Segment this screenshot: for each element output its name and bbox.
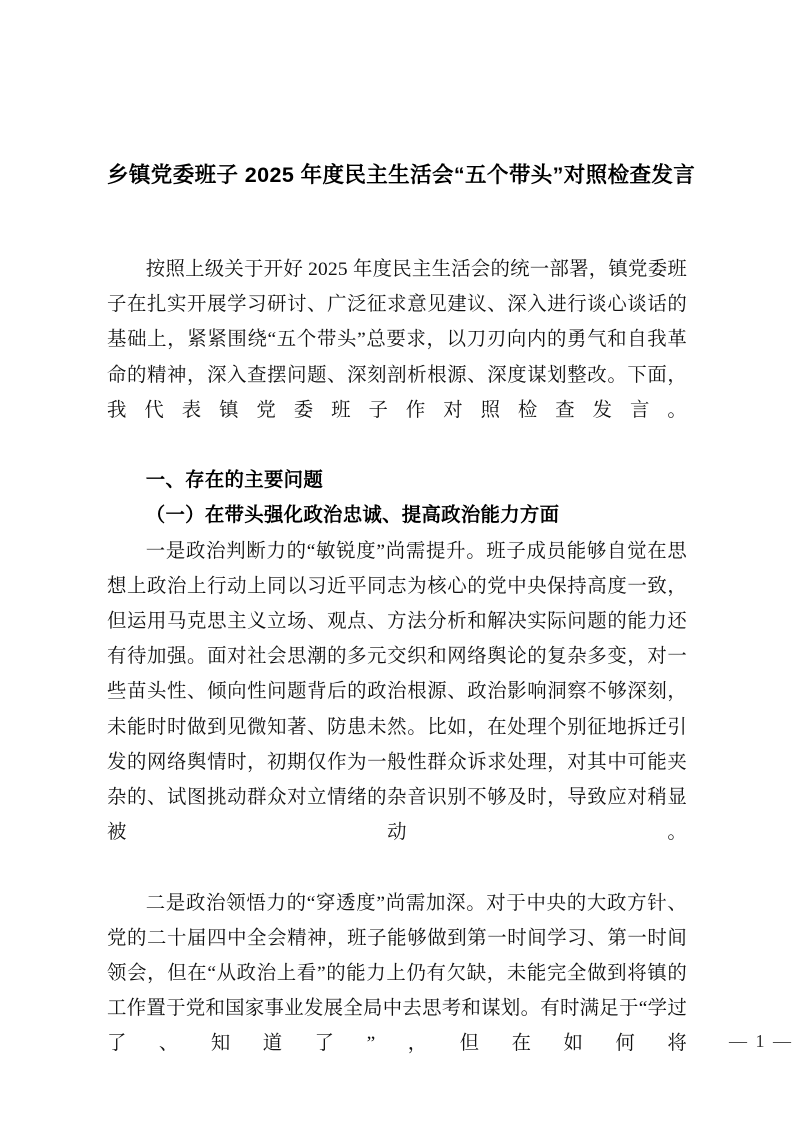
paragraph-point-one: 一是政治判断力的“敏锐度”尚需提升。班子成员能够自觉在思想上政治上行动上同以习近平同志为核心的党中央保持高度一致，但运用马克思主义立场、观点、方法分析和解决实际问题的能力还有待加强。面对社会思潮的多元交织和网络舆论的复杂多变，对一些苗头性、倾向性问题背后的政治根源、政治影响洞察不够深刻，未能时时做到见微知著、防患未然。比如，在处理个别征地拆迁引发的网络舆情时，初期仅作为一般性群众诉求处理，对其中可能夹杂的、试图挑动群众对立情绪的杂音识别不够及时，导致应对稍显被动。: [107, 540, 687, 844]
opening-paragraph: 按照上级关于开好 2025 年度民主生活会的统一部署，镇党委班子在扎实开展学习研讨、广泛征求意见建议、深入进行谈心谈话的基础上，紧紧围绕“五个带头”总要求，以刀刃向内的勇气和自我革命的精神，深入查摆问题、深刻剖析根源、深度谋划整改。下面，我代表镇党委班子作对照检查发言。: [107, 259, 687, 421]
page-title: 乡镇党委班子 2025 年度民主生活会“五个带头”对照检查发言: [107, 163, 696, 187]
section-heading-main-problems: 一、存在的主要问题: [145, 469, 324, 492]
paragraph-point-two: 二是政治领悟力的“穿透度”尚需加深。对于中央的大政方针、党的二十届四中全会精神，班子能够做到第一时间学习、第一时间领会，但在“从政治上看”的能力上仍有欠缺，未能完全做到将镇的工作置于党和国家事业发展全局中去思考和谋划。有时满足于“学过了、知道了”，但在如何将: [107, 892, 687, 1055]
document-body: [107, 252, 687, 1097]
subsection-heading-political-loyalty: （一）在带头强化政治忠诚、提高政治能力方面: [145, 505, 560, 527]
page-number: — 1 —: [729, 1031, 793, 1051]
